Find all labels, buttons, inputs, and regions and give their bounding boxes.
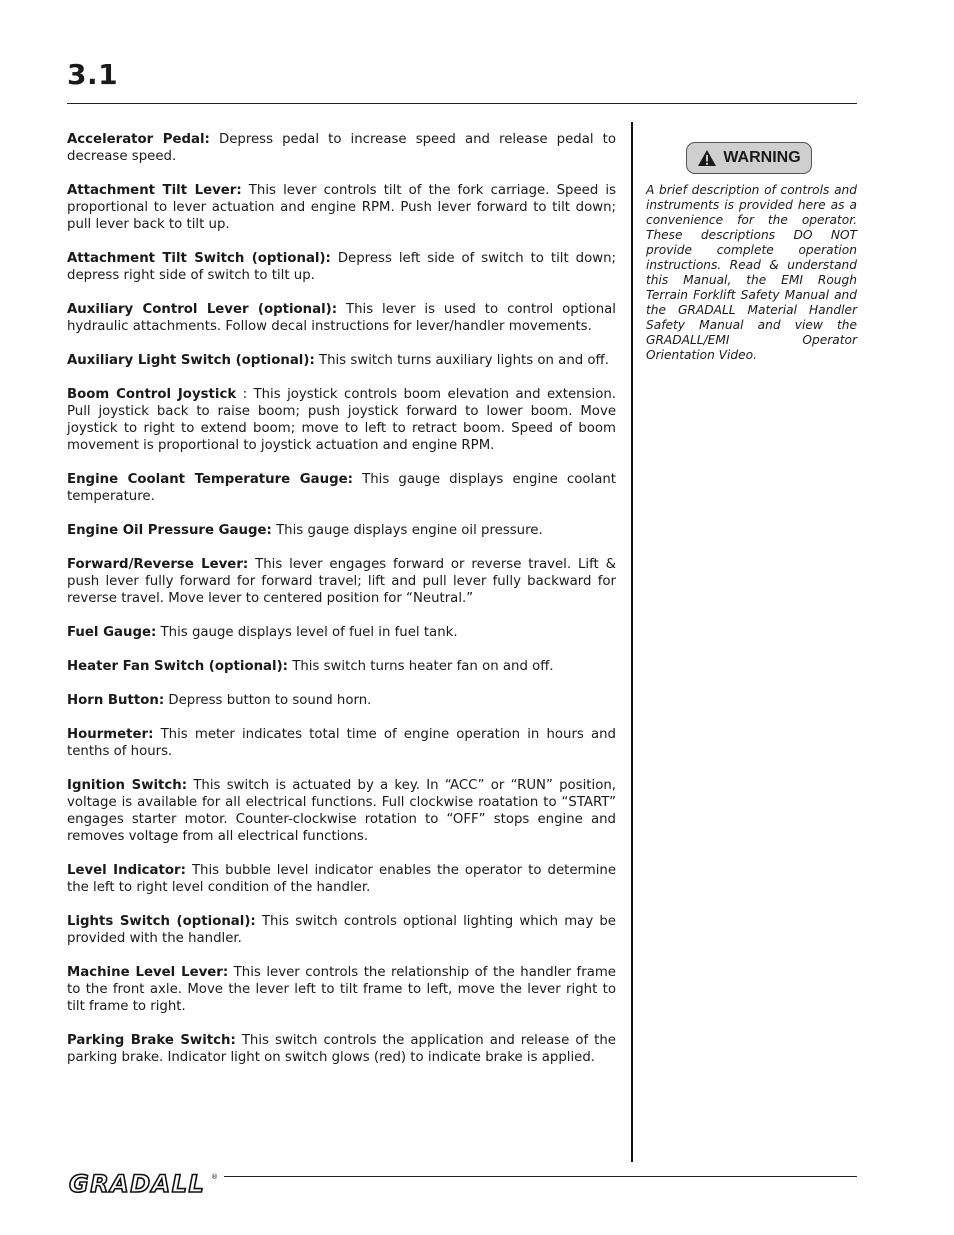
control-entry: [67, 352, 616, 369]
control-term: Level Indicator:: [67, 863, 186, 878]
control-entry: [67, 386, 616, 454]
controls-description-list: [67, 131, 616, 1083]
warning-note: A brief description of controls and instruments is provided here as a convenience for the operator. These descriptions DO NOT provide complete operation instructions. Read & understand this Manual, the EMI Rough Terrain Forklift Safety Manual and the GRADALL Material Handler Safety Manual and view the GRADALL/EMI Operator Orientation Video.: [646, 183, 857, 362]
control-description: This lever engages forward or reverse travel. Lift & push lever fully forward for forward travel; lift and pull lever fully backward for reverse travel. Move lever to centered position for “Neutral.”: [67, 557, 616, 606]
control-term: Machine Level Lever:: [67, 965, 229, 980]
control-entry: [67, 624, 616, 641]
control-description: This bubble level indicator enables the operator to determine the left to right level condition of the handler.: [67, 863, 617, 895]
control-entry: [67, 250, 616, 284]
control-term: Fuel Gauge:: [67, 625, 157, 640]
control-description: This switch turns auxiliary lights on and off.: [319, 353, 609, 368]
control-term: Horn Button:: [67, 693, 165, 708]
control-description: Depress pedal to increase speed and release pedal to decrease speed.: [67, 132, 616, 164]
header-divider: [67, 103, 857, 104]
control-entry: [67, 692, 616, 709]
control-description: This gauge displays engine coolant temperature.: [67, 472, 616, 504]
control-term: Heater Fan Switch (optional):: [67, 659, 288, 674]
control-entry: [67, 658, 616, 675]
control-description: This lever controls tilt of the fork carriage. Speed is proportional to lever actuation and engine RPM. Push lever forward to tilt down; pull lever back to tilt up.: [67, 183, 616, 232]
control-entry: [67, 726, 616, 760]
control-term: Attachment Tilt Switch (optional):: [67, 251, 331, 266]
control-description: This gauge displays level of fuel in fuel tank.: [160, 625, 458, 640]
control-term: Forward/Reverse Lever:: [67, 557, 249, 572]
control-description: This lever is used to control optional hydraulic attachments. Follow decal instructions for lever/handler movements.: [67, 302, 616, 334]
control-term: Auxiliary Control Lever (optional):: [67, 302, 338, 317]
control-description: This switch controls optional lighting which may be provided with the handler.: [67, 914, 616, 946]
control-description: This switch turns heater fan on and off.: [292, 659, 554, 674]
control-entry: [67, 777, 616, 845]
control-term: Engine Oil Pressure Gauge:: [67, 523, 272, 538]
control-entry: [67, 471, 616, 505]
section-number: 3.1: [67, 58, 119, 91]
control-entry: [67, 964, 616, 1015]
control-description: This switch is actuated by a key. In “ACC” or “RUN” position, voltage is available for all electrical functions. Full clockwise roatation to “START” engages starter motor. Counter-clockwise rotation to “OFF” stops engine and removes voltage from all electrical functions.: [67, 778, 617, 844]
sidebar: [646, 142, 857, 363]
control-description: Depress left side of switch to tilt down; depress right side of switch to tilt up.: [67, 251, 616, 283]
control-term: Attachment Tilt Lever:: [67, 183, 242, 198]
control-description: Depress button to sound horn.: [168, 693, 372, 708]
control-description: This lever controls the relationship of the handler frame to the front axle. Move the lever left to tilt frame to left, move the lever right to tilt frame to right.: [67, 965, 616, 1014]
footer-divider: [224, 1176, 857, 1177]
column-divider: [631, 122, 633, 1162]
control-entry: [67, 913, 616, 947]
control-term: Accelerator Pedal:: [67, 132, 210, 147]
control-term: Hourmeter:: [67, 727, 154, 742]
control-description: : This joystick controls boom elevation and extension. Pull joystick back to raise boom; push joystick forward to lower boom. Move joystick to right to extend boom; move to left to retract boom. Speed of boom movement is proportional to joystick actuation and engine RPM.: [67, 387, 616, 453]
control-description: This gauge displays engine oil pressure.: [276, 523, 543, 538]
control-description: This meter indicates total time of engine operation in hours and tenths of hours.: [67, 727, 617, 759]
control-entry: [67, 522, 616, 539]
control-term: Ignition Switch:: [67, 778, 188, 793]
control-entry: [67, 182, 616, 233]
warning-label: WARNING: [723, 149, 801, 166]
control-term: Parking Brake Switch:: [67, 1033, 236, 1048]
control-term: Engine Coolant Temperature Gauge:: [67, 472, 353, 487]
control-term: Boom Control Joystick: [67, 387, 237, 402]
gradall-logo: [67, 1170, 219, 1200]
svg-text:®: ®: [211, 1173, 218, 1181]
control-description: This switch controls the application and release of the parking brake. Indicator light on switch glows (red) to indicate brake is applied.: [67, 1033, 616, 1065]
control-term: Lights Switch (optional):: [67, 914, 256, 929]
control-entry: [67, 301, 616, 335]
control-entry: [67, 1032, 616, 1066]
warning-triangle-icon: [697, 149, 717, 167]
control-entry: [67, 131, 616, 165]
warning-badge: [686, 142, 812, 174]
control-term: Auxiliary Light Switch (optional):: [67, 353, 315, 368]
control-entry: [67, 862, 616, 896]
svg-text:GRADALL: GRADALL: [69, 1170, 206, 1196]
control-entry: [67, 556, 616, 607]
